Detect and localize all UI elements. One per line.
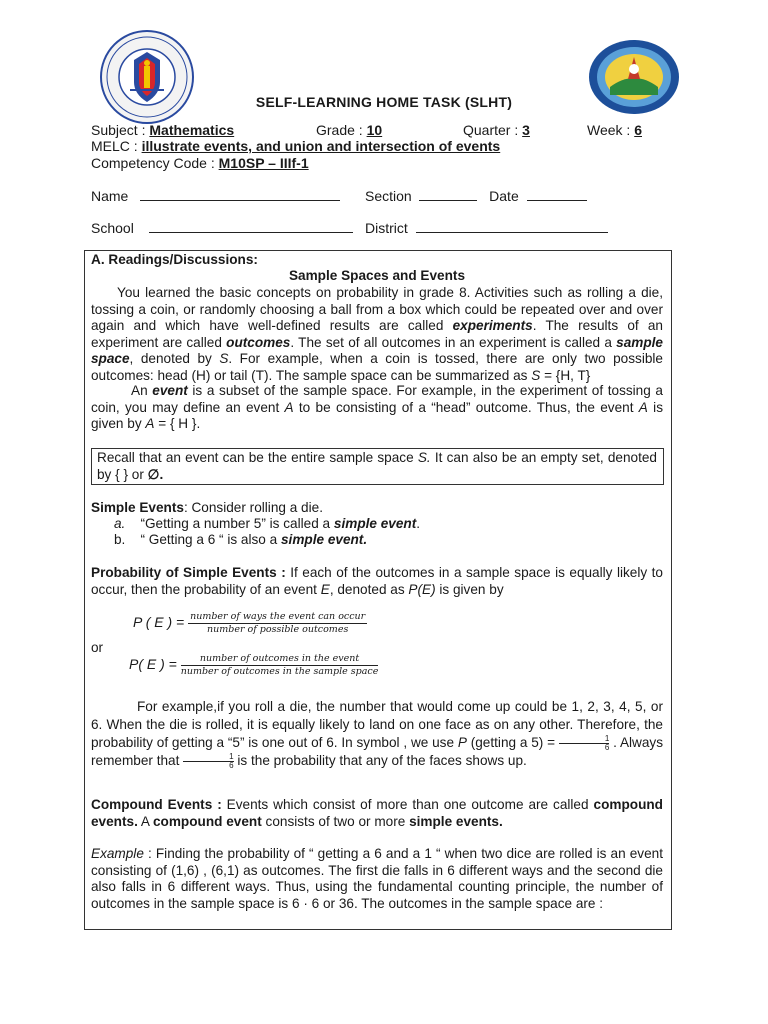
melc-row: MELC : illustrate events, and union and intersection of events [91,138,501,154]
recall-text: Recall that an event can be the entire sample space S. It can also be an empty set, denoted by { } or ∅. [97,450,657,482]
page-title: SELF-LEARNING HOME TASK (SLHT) [255,94,513,110]
subject-value: Mathematics [149,122,235,138]
competency-row: Competency Code : M10SP – IIIf-1 [91,155,309,171]
paragraph-die-example: For example,if you roll a die, the number that would come up could be 1, 2, 3, 4, 5, or 6. When the die is rolled, it is equally likely to land on one face as on any other. Therefore, the probability of getting a “5” is one out of 6. In symbol , we use P (getting a 5) = $\frac{1}{6}$ . Always remember that $\frac{1}{6}$ is the probability that any of the faces shows up. [91,699,663,770]
formula-one: P ( E ) = $\frac{\text{number of ways the event can occur}}{\text{number of possible outcomes}}$ [133,611,366,635]
readings-heading: A. Readings/Discussions: [91,252,258,267]
simple-events-intro: Simple Events: Consider rolling a die. [91,500,323,515]
quarter-value: 3 [522,122,530,138]
compound-events-definition: Compound Events : Events which consist of more than one outcome are called compound events. A compound event consists of two or more simple events. [91,797,663,829]
week-row: Week : 6 [587,122,642,138]
section-field[interactable]: Section Date [365,188,587,204]
quarter-row: Quarter : 3 [463,122,530,138]
school-field[interactable]: School [91,220,353,236]
paragraph-experiments: You learned the basic concepts on probability in grade 8. Activities such as rolling a die, tossing a coin, or randomly choosing a ball from a box which could be repeated over and over again and which have well-defined results are called experiments. The results of an experiment are called outcomes. The set of all outcomes in an experiment is called a sample space, denoted by S. For example, when a coin is tossed, there are only two possible outcomes: head (H) or tail (T). The sample space can be summarized as S = {H, T} [91,285,663,383]
list-item: b. “ Getting a 6 “ is also a simple event. [114,532,368,547]
readings-subheading: Sample Spaces and Events [288,268,466,283]
or-label: or [91,640,104,655]
grade-row: Grade : 10 [316,122,383,138]
week-value: 6 [634,122,642,138]
paragraph-event: An event is a subset of the sample space. For example, in the experiment of tossing a coin, you may define an event A to be consisting of a “head” outcome. Thus, the event A is given by A = { H }. [91,383,663,431]
subject-row: Subject : Mathematics [91,122,235,138]
date-label: Date [489,188,519,204]
name-field[interactable]: Name [91,188,340,204]
formula-two: P( E ) = $\frac{\text{number of outcomes in the event}}{\text{number of outcomes in the sample space}}$ [129,653,379,677]
list-item: a. “Getting a number 5” is called a simple event. [114,516,421,531]
compound-example: Example : Finding the probability of “ getting a 6 and a 1 “ when two dice are rolled is an event consisting of (1,6) , (6,1) as outcomes. The first die falls in 6 different ways and the second die also falls in 6 different ways. Thus, using the fundamental counting principle, the number of outcomes in the sample space is 6 · 6 or 36. The outcomes in the sample space are : [91,846,663,911]
melc-value: illustrate events, and union and intersection of events [141,138,501,154]
probability-definition: Probability of Simple Events : If each of the outcomes in a sample space is equally likely to occur, then the probability of an event E, denoted as P(E) is given by [91,565,663,597]
grade-value: 10 [366,122,383,138]
district-field[interactable]: District [365,220,608,236]
competency-code: M10SP – IIIf-1 [218,155,309,171]
